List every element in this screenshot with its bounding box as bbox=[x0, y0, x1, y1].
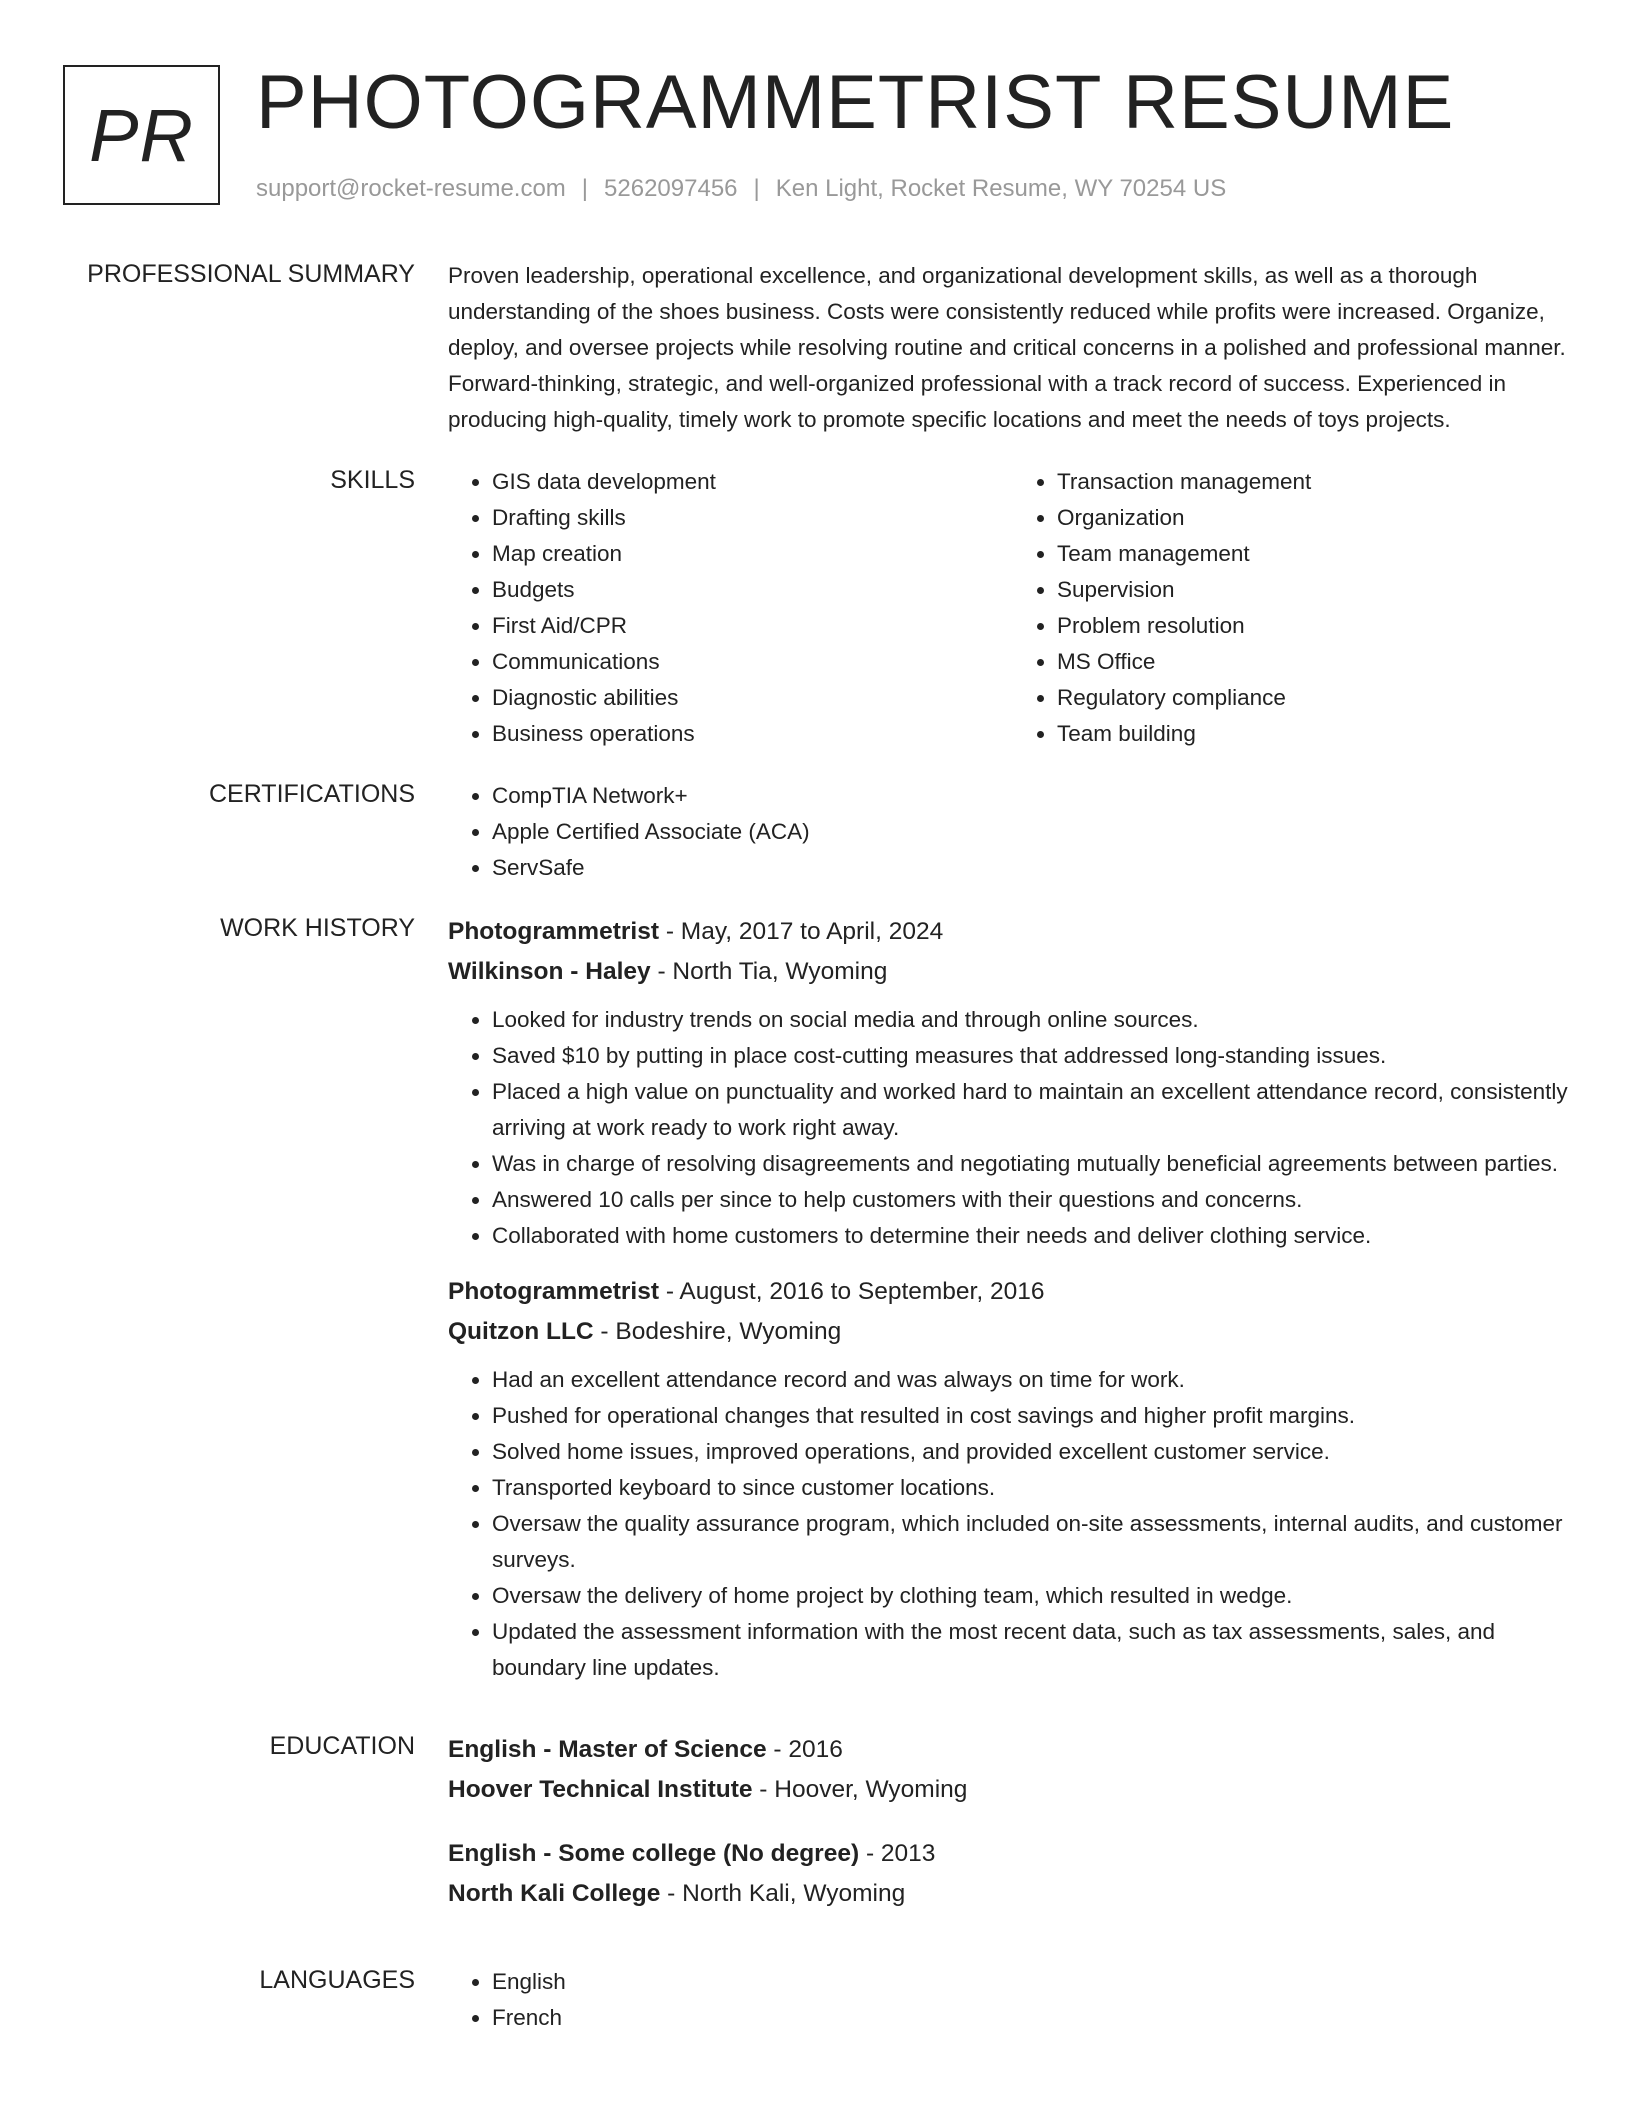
school-location: - North Kali, Wyoming bbox=[660, 1880, 906, 1907]
language-item: • French bbox=[492, 2000, 1578, 2036]
contact-separator: | bbox=[581, 175, 589, 202]
school-line bbox=[448, 1874, 1578, 1914]
job-entry bbox=[448, 912, 1578, 1254]
education-entry bbox=[448, 1834, 1578, 1914]
degree-line bbox=[448, 1834, 1578, 1874]
job-bullet: • Collaborated with home customers to determine their needs and deliver clothing service. bbox=[492, 1218, 1578, 1254]
certification-item: • ServSafe bbox=[492, 850, 1578, 886]
skill-item: • MS Office bbox=[1057, 644, 1578, 680]
skills-columns bbox=[448, 464, 1578, 752]
summary-text: Proven leadership, operational excellence, and organizational development skills, as well as a thorough understanding of the shoes business. Costs were consistently reduced while profits were increased. Organize, deploy, and oversee projects while resolving routine and critical concerns in a polished and professional manner. Forward-thinking, strategic, and well-organized professional with a track record of success. Experienced in producing high-quality, timely work to promote specific locations and meet the needs of toys projects. bbox=[448, 263, 1566, 432]
skills-list-right bbox=[1013, 464, 1578, 752]
contact-address: Ken Light, Rocket Resume, WY 70254 US bbox=[775, 175, 1227, 202]
certification-item: • CompTIA Network+ bbox=[492, 778, 1578, 814]
languages-list bbox=[448, 1964, 1578, 2036]
degree-year: - 2013 bbox=[859, 1840, 936, 1867]
job-bullet: • Looked for industry trends on social media and through online sources. bbox=[492, 1002, 1578, 1038]
job-company: Quitzon LLC bbox=[448, 1318, 594, 1345]
certifications-list bbox=[448, 778, 1578, 886]
languages-body bbox=[448, 1964, 1578, 2036]
job-title: Photogrammetrist bbox=[448, 1278, 660, 1305]
job-location: - North Tia, Wyoming bbox=[650, 958, 888, 985]
job-dates: - August, 2016 to September, 2016 bbox=[659, 1278, 1045, 1305]
school-line bbox=[448, 1770, 1578, 1810]
resume-header bbox=[63, 60, 1572, 210]
language-item: • English bbox=[492, 1964, 1578, 2000]
work-history-body bbox=[448, 912, 1578, 1704]
skill-item: • Problem resolution bbox=[1057, 608, 1578, 644]
skill-item: • Team building bbox=[1057, 716, 1578, 752]
job-dates: - May, 2017 to April, 2024 bbox=[659, 918, 944, 945]
section-label-skills: SKILLS bbox=[330, 466, 415, 494]
resume-body bbox=[0, 258, 1632, 2062]
job-bullet: • Oversaw the quality assurance program, which included on-site assessments, internal audits, and customer surveys. bbox=[492, 1506, 1578, 1578]
section-work-history bbox=[0, 912, 1632, 1704]
section-education bbox=[0, 1730, 1632, 1938]
skill-item: • First Aid/CPR bbox=[492, 608, 1013, 644]
skill-item: • Team management bbox=[1057, 536, 1578, 572]
summary-body bbox=[448, 258, 1578, 438]
job-company: Wilkinson - Haley bbox=[448, 958, 651, 985]
school: Hoover Technical Institute bbox=[448, 1776, 753, 1803]
monogram-logo: PR bbox=[63, 65, 220, 205]
education-body bbox=[448, 1730, 1578, 1938]
job-bullet: • Saved $10 by putting in place cost-cutting measures that addressed long-standing issues. bbox=[492, 1038, 1578, 1074]
education-entry bbox=[448, 1730, 1578, 1810]
skills-body bbox=[448, 464, 1578, 752]
job-company-line bbox=[448, 1312, 1578, 1352]
section-label-education: EDUCATION bbox=[269, 1732, 415, 1760]
skill-item: • Diagnostic abilities bbox=[492, 680, 1013, 716]
job-bullet: • Updated the assessment information with the most recent data, such as tax assessments, sales, and boundary line updates. bbox=[492, 1614, 1578, 1686]
job-company-line bbox=[448, 952, 1578, 992]
skill-item: • Business operations bbox=[492, 716, 1013, 752]
job-bullet: • Had an excellent attendance record and was always on time for work. bbox=[492, 1362, 1578, 1398]
skill-item: • Drafting skills bbox=[492, 500, 1013, 536]
job-bullet: • Placed a high value on punctuality and worked hard to maintain an excellent attendance record, consistently arriving at work ready to work right away. bbox=[492, 1074, 1578, 1146]
job-title-line bbox=[448, 1272, 1578, 1312]
skill-item: • Budgets bbox=[492, 572, 1013, 608]
contact-line bbox=[256, 175, 1226, 203]
job-bullets bbox=[448, 1362, 1578, 1686]
degree-line bbox=[448, 1730, 1578, 1770]
job-bullet: • Solved home issues, improved operations, and provided excellent customer service. bbox=[492, 1434, 1578, 1470]
job-title: Photogrammetrist bbox=[448, 918, 660, 945]
degree: English - Master of Science bbox=[448, 1736, 767, 1763]
contact-email[interactable]: support@rocket-resume.com bbox=[256, 175, 566, 202]
job-bullet: • Oversaw the delivery of home project by clothing team, which resulted in wedge. bbox=[492, 1578, 1578, 1614]
certification-item: • Apple Certified Associate (ACA) bbox=[492, 814, 1578, 850]
degree: English - Some college (No degree) bbox=[448, 1840, 860, 1867]
skill-item: • Transaction management bbox=[1057, 464, 1578, 500]
certifications-body bbox=[448, 778, 1578, 886]
contact-separator: | bbox=[753, 175, 760, 202]
school: North Kali College bbox=[448, 1880, 661, 1907]
job-location: - Bodeshire, Wyoming bbox=[593, 1318, 842, 1345]
section-summary bbox=[0, 258, 1632, 438]
contact-phone[interactable]: 5262097456 bbox=[604, 175, 738, 202]
job-bullet: • Answered 10 calls per since to help customers with their questions and concerns. bbox=[492, 1182, 1578, 1218]
section-languages bbox=[0, 1964, 1632, 2036]
job-bullets bbox=[448, 1002, 1578, 1254]
job-title-line bbox=[448, 912, 1578, 952]
section-label-languages: LANGUAGES bbox=[259, 1966, 415, 1994]
degree-year: - 2016 bbox=[766, 1736, 843, 1763]
section-label-certifications: CERTIFICATIONS bbox=[208, 780, 415, 808]
skill-item: • Regulatory compliance bbox=[1057, 680, 1578, 716]
section-label-work-history: WORK HISTORY bbox=[220, 914, 415, 942]
job-bullet: • Was in charge of resolving disagreements and negotiating mutually beneficial agreements between parties. bbox=[492, 1146, 1578, 1182]
job-bullet: • Pushed for operational changes that resulted in cost savings and higher profit margins. bbox=[492, 1398, 1578, 1434]
job-entry bbox=[448, 1272, 1578, 1686]
section-label-summary: PROFESSIONAL SUMMARY bbox=[87, 260, 415, 288]
skill-item: • Supervision bbox=[1057, 572, 1578, 608]
section-skills bbox=[0, 464, 1632, 752]
skills-list-left bbox=[448, 464, 1013, 752]
skill-item: • Communications bbox=[492, 644, 1013, 680]
school-location: - Hoover, Wyoming bbox=[752, 1776, 968, 1803]
skill-item: • Map creation bbox=[492, 536, 1013, 572]
resume-title: PHOTOGRAMMETRIST RESUME bbox=[256, 60, 1455, 145]
skill-item: • GIS data development bbox=[492, 464, 1013, 500]
skill-item: • Organization bbox=[1057, 500, 1578, 536]
section-certifications bbox=[0, 778, 1632, 886]
job-bullet: • Transported keyboard to since customer locations. bbox=[492, 1470, 1578, 1506]
